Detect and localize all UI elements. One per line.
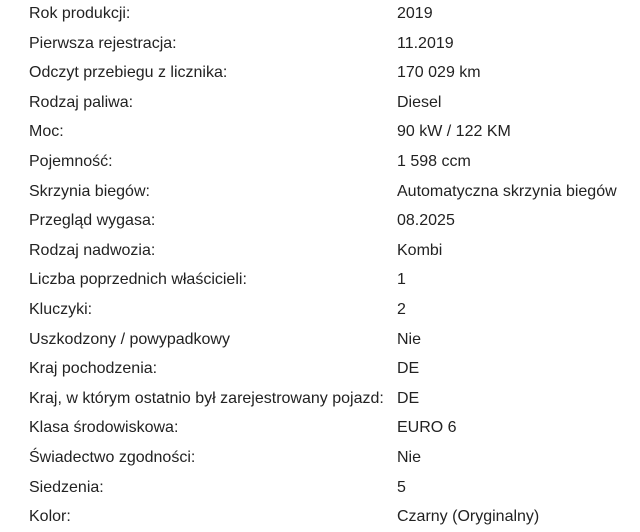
- spec-value: DE: [397, 389, 420, 407]
- spec-value: DE: [397, 360, 420, 378]
- spec-label: Kraj, w którym ostatnio był zarejestrowany pojazd:: [29, 389, 384, 407]
- spec-label: Pojemność:: [29, 152, 113, 170]
- spec-row-first-registration: [29, 29, 629, 59]
- spec-value: Nie: [397, 330, 422, 348]
- spec-value: Czarny (Oryginalny): [397, 508, 540, 526]
- spec-label: Pierwsza rejestracja:: [29, 34, 177, 52]
- spec-label: Liczba poprzednich właścicieli:: [29, 271, 247, 289]
- spec-label: Rodzaj nadwozia:: [29, 241, 156, 259]
- spec-value: Kombi: [397, 241, 443, 259]
- spec-value: 1 598 ccm: [397, 152, 471, 170]
- spec-label: Moc:: [29, 123, 64, 141]
- spec-value: 5: [397, 478, 406, 496]
- spec-row-damaged: [29, 325, 629, 355]
- spec-row-inspection-expiry: [29, 206, 629, 236]
- spec-value: 08.2025: [397, 212, 455, 230]
- spec-value: 2: [397, 300, 406, 318]
- spec-row-previous-owners: [29, 265, 629, 295]
- spec-row-country-of-origin: [29, 354, 629, 384]
- spec-row-engine-capacity: [29, 147, 629, 177]
- spec-row-gearbox: [29, 177, 629, 207]
- spec-value: Automatyczna skrzynia biegów: [397, 182, 617, 200]
- spec-row-fuel-type: [29, 88, 629, 118]
- spec-label: Kluczyki:: [29, 300, 93, 318]
- spec-label: Skrzynia biegów:: [29, 182, 150, 200]
- spec-row-mileage: [29, 58, 629, 88]
- spec-row-keys: [29, 295, 629, 325]
- spec-row-color: [29, 502, 629, 532]
- spec-row-last-registration-country: [29, 384, 629, 414]
- spec-row-power: [29, 117, 629, 147]
- spec-value: 11.2019: [397, 34, 454, 52]
- spec-value: EURO 6: [397, 419, 457, 437]
- spec-value: 90 kW / 122 KM: [397, 123, 511, 141]
- spec-row-body-type: [29, 236, 629, 266]
- spec-row-seats: [29, 473, 629, 503]
- spec-value: Diesel: [397, 93, 442, 111]
- spec-label: Siedzenia:: [29, 478, 104, 496]
- spec-value: 170 029 km: [397, 64, 481, 82]
- spec-value: 1: [397, 271, 406, 289]
- spec-label: Rok produkcji:: [29, 5, 131, 22]
- spec-label: Rodzaj paliwa:: [29, 93, 134, 111]
- spec-value: 2019: [397, 5, 433, 22]
- spec-row-certificate-of-conformity: [29, 443, 629, 473]
- spec-label: Przegląd wygasa:: [29, 212, 156, 230]
- spec-label: Uszkodzony / powypadkowy: [29, 330, 230, 348]
- spec-row-emission-class: [29, 413, 629, 443]
- vehicle-spec-table: [29, 0, 629, 532]
- spec-label: Klasa środowiskowa:: [29, 419, 179, 437]
- spec-label: Kolor:: [29, 508, 71, 526]
- spec-label: Świadectwo zgodności:: [29, 448, 196, 466]
- spec-label: Odczyt przebiegu z licznika:: [29, 64, 228, 82]
- spec-value: Nie: [397, 448, 422, 466]
- spec-row-production-year: [29, 0, 629, 29]
- spec-label: Kraj pochodzenia:: [29, 360, 158, 378]
